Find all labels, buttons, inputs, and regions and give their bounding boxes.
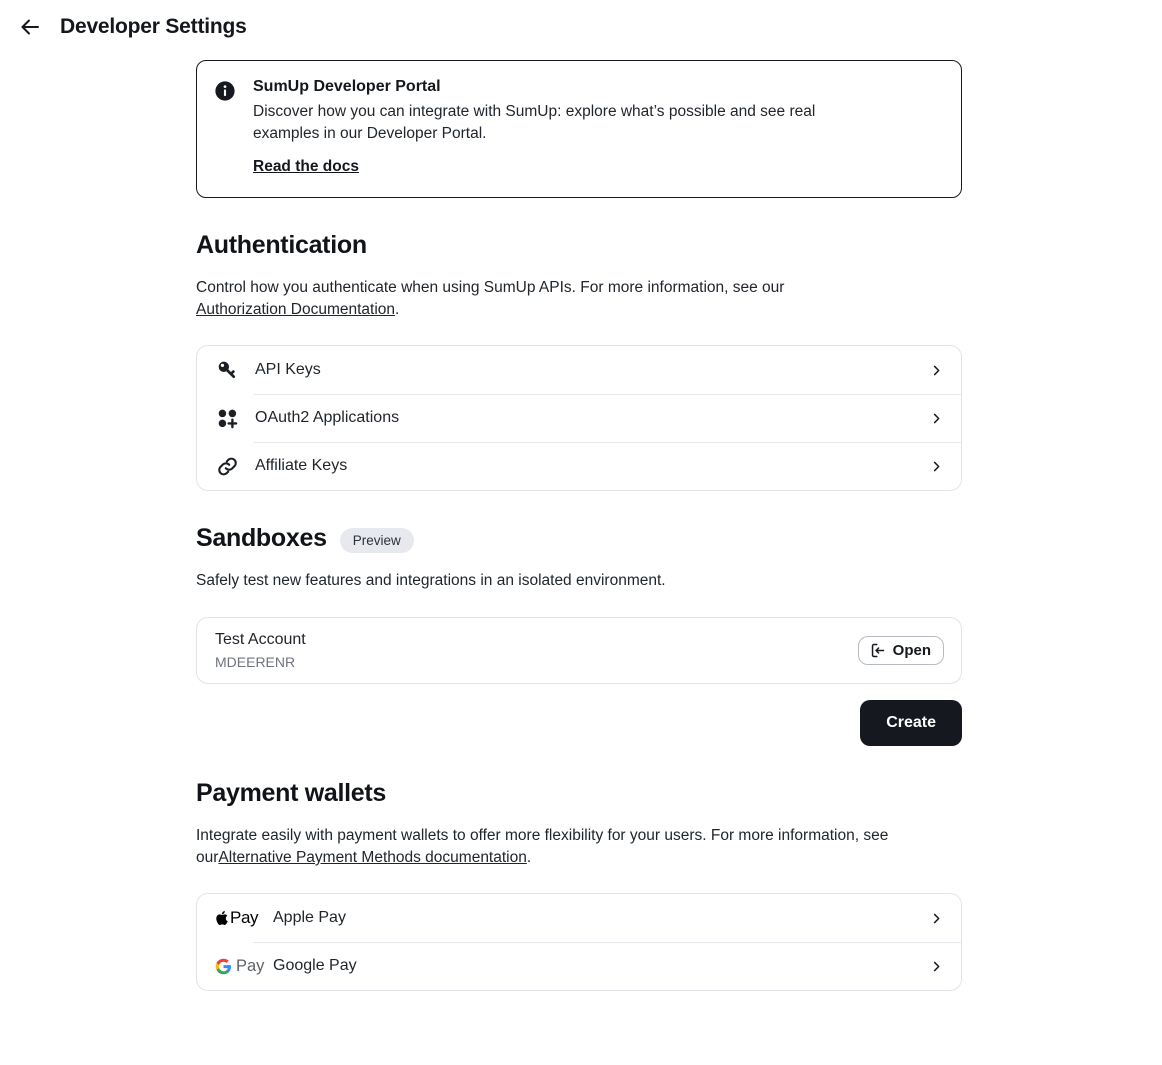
page-title: Developer Settings xyxy=(60,15,247,38)
log-in-icon xyxy=(869,642,886,659)
chevron-right-icon xyxy=(929,363,944,378)
authorization-documentation-link[interactable]: Authorization Documentation xyxy=(196,301,396,318)
authentication-heading: Authentication xyxy=(196,231,367,259)
api-keys-label: API Keys xyxy=(255,361,321,378)
chevron-right-icon xyxy=(929,911,944,926)
authentication-desc-period: . xyxy=(395,301,400,318)
google-pay-label: Google Pay xyxy=(273,957,357,974)
chevron-right-icon xyxy=(929,411,944,426)
sandboxes-description: Safely test new features and integrations in an isolated environment. xyxy=(196,572,666,589)
google-pay-wordmark: Pay xyxy=(236,956,265,975)
affiliate-keys-label: Affiliate Keys xyxy=(255,457,348,474)
preview-badge: Preview xyxy=(340,528,414,553)
open-sandbox-button[interactable] xyxy=(858,636,944,665)
authentication-desc-text: Control how you authenticate when using SumUp APIs. For more information, see our xyxy=(196,279,785,296)
info-banner-body: Discover how you can integrate with SumUp: explore what’s possible and see real examples in our Developer Portal. xyxy=(253,103,816,142)
link-icon xyxy=(215,455,239,478)
api-keys-row[interactable] xyxy=(197,346,961,394)
arrow-left-icon xyxy=(18,15,42,39)
apps-add-icon xyxy=(215,407,239,430)
read-the-docs-link[interactable]: Read the docs xyxy=(253,158,359,175)
google-pay-row[interactable] xyxy=(197,942,961,990)
info-banner-content xyxy=(253,78,853,176)
info-icon xyxy=(214,80,236,176)
sandboxes-heading-row xyxy=(196,524,962,553)
apple-logo-icon xyxy=(215,910,229,926)
apple-pay-logo xyxy=(215,908,259,928)
payment-wallets-section xyxy=(196,779,962,991)
apple-pay-label: Apple Pay xyxy=(273,909,346,926)
sandbox-account-card xyxy=(196,617,962,684)
alternative-payment-methods-link[interactable]: Alternative Payment Methods documentation xyxy=(218,849,527,866)
payment-wallets-heading: Payment wallets xyxy=(196,779,387,807)
sandbox-account-name: Test Account xyxy=(215,631,306,648)
create-sandbox-button[interactable]: Create xyxy=(860,700,962,746)
back-button[interactable] xyxy=(16,13,44,41)
chevron-right-icon xyxy=(929,959,944,974)
oauth2-applications-label: OAuth2 Applications xyxy=(255,409,400,426)
sandbox-account-code: MDEERENR xyxy=(215,654,296,670)
payment-wallets-desc-text: Integrate easily with payment wallets to offer more flexibility for your users. For more information, see our xyxy=(196,827,889,866)
affiliate-keys-row[interactable] xyxy=(197,442,961,490)
content xyxy=(196,60,962,991)
payment-wallets-desc-period: . xyxy=(526,849,532,866)
page-header xyxy=(0,0,1162,41)
info-banner-title: SumUp Developer Portal xyxy=(253,78,441,95)
apple-pay-wordmark: Pay xyxy=(230,908,259,927)
oauth2-applications-row[interactable] xyxy=(197,394,961,442)
sandbox-account-info xyxy=(215,631,306,670)
authentication-section xyxy=(196,231,962,491)
sandboxes-heading: Sandboxes xyxy=(196,524,327,552)
google-pay-logo xyxy=(215,956,265,976)
authentication-card xyxy=(196,345,962,491)
payment-wallets-card xyxy=(196,893,962,991)
sandboxes-section xyxy=(196,524,962,746)
apple-pay-row[interactable] xyxy=(197,894,961,942)
payment-wallets-description xyxy=(196,825,962,869)
info-banner xyxy=(196,60,962,198)
authentication-description xyxy=(196,277,836,321)
chevron-right-icon xyxy=(929,459,944,474)
google-logo-icon xyxy=(215,958,232,975)
open-button-label: Open xyxy=(892,642,931,659)
key-icon xyxy=(215,359,239,382)
